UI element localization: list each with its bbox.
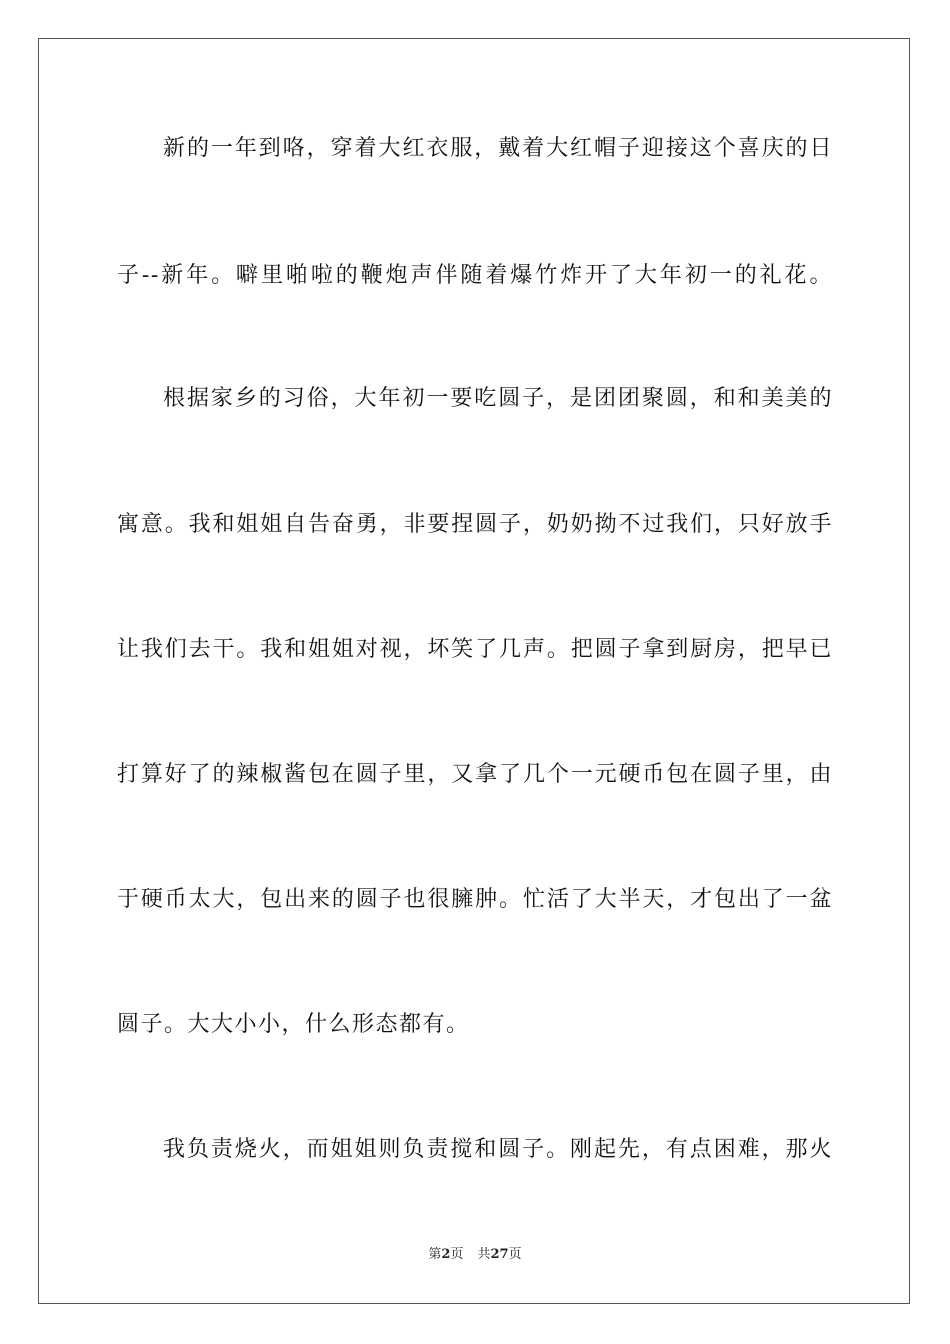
paragraph-2-line-1: 根据家乡的习俗，大年初一要吃圆子，是团团聚圆，和和美美的 [163, 386, 833, 411]
paragraph-1-line-1: 新的一年到咯，穿着大红衣服，戴着大红帽子迎接这个喜庆的日 [163, 136, 833, 161]
paragraph-2-line-2: 寓意。我和姐姐自告奋勇，非要捏圆子，奶奶拗不过我们，只好放手 [117, 512, 833, 537]
paragraph-2-line-4: 打算好了的辣椒酱包在圆子里，又拿了几个一元硬币包在圆子里，由 [117, 762, 833, 787]
page-footer [0, 1246, 950, 1264]
page-border [38, 38, 910, 1304]
total-label-prefix: 共 [477, 1247, 491, 1262]
paragraph-2-line-6: 圆子。大大小小，什么形态都有。 [117, 1012, 470, 1037]
paragraph-2-line-5: 于硬币太大，包出来的圆子也很臃肿。忙活了大半天，才包出了一盆 [117, 887, 833, 912]
total-label-suffix: 页 [508, 1247, 522, 1262]
page-label-suffix: 页 [450, 1247, 464, 1262]
page-number: 2 [441, 1247, 451, 1262]
page-label-prefix: 第 [428, 1247, 442, 1262]
paragraph-2-line-3: 让我们去干。我和姐姐对视，坏笑了几声。把圆子拿到厨房，把早已 [117, 637, 833, 662]
paragraph-1-line-2: 子--新年。噼里啪啦的鞭炮声伴随着爆竹炸开了大年初一的礼花。 [117, 263, 833, 288]
paragraph-3-line-1: 我负责烧火，而姐姐则负责搅和圆子。刚起先，有点困难，那火 [163, 1137, 833, 1162]
total-pages: 27 [490, 1247, 509, 1262]
